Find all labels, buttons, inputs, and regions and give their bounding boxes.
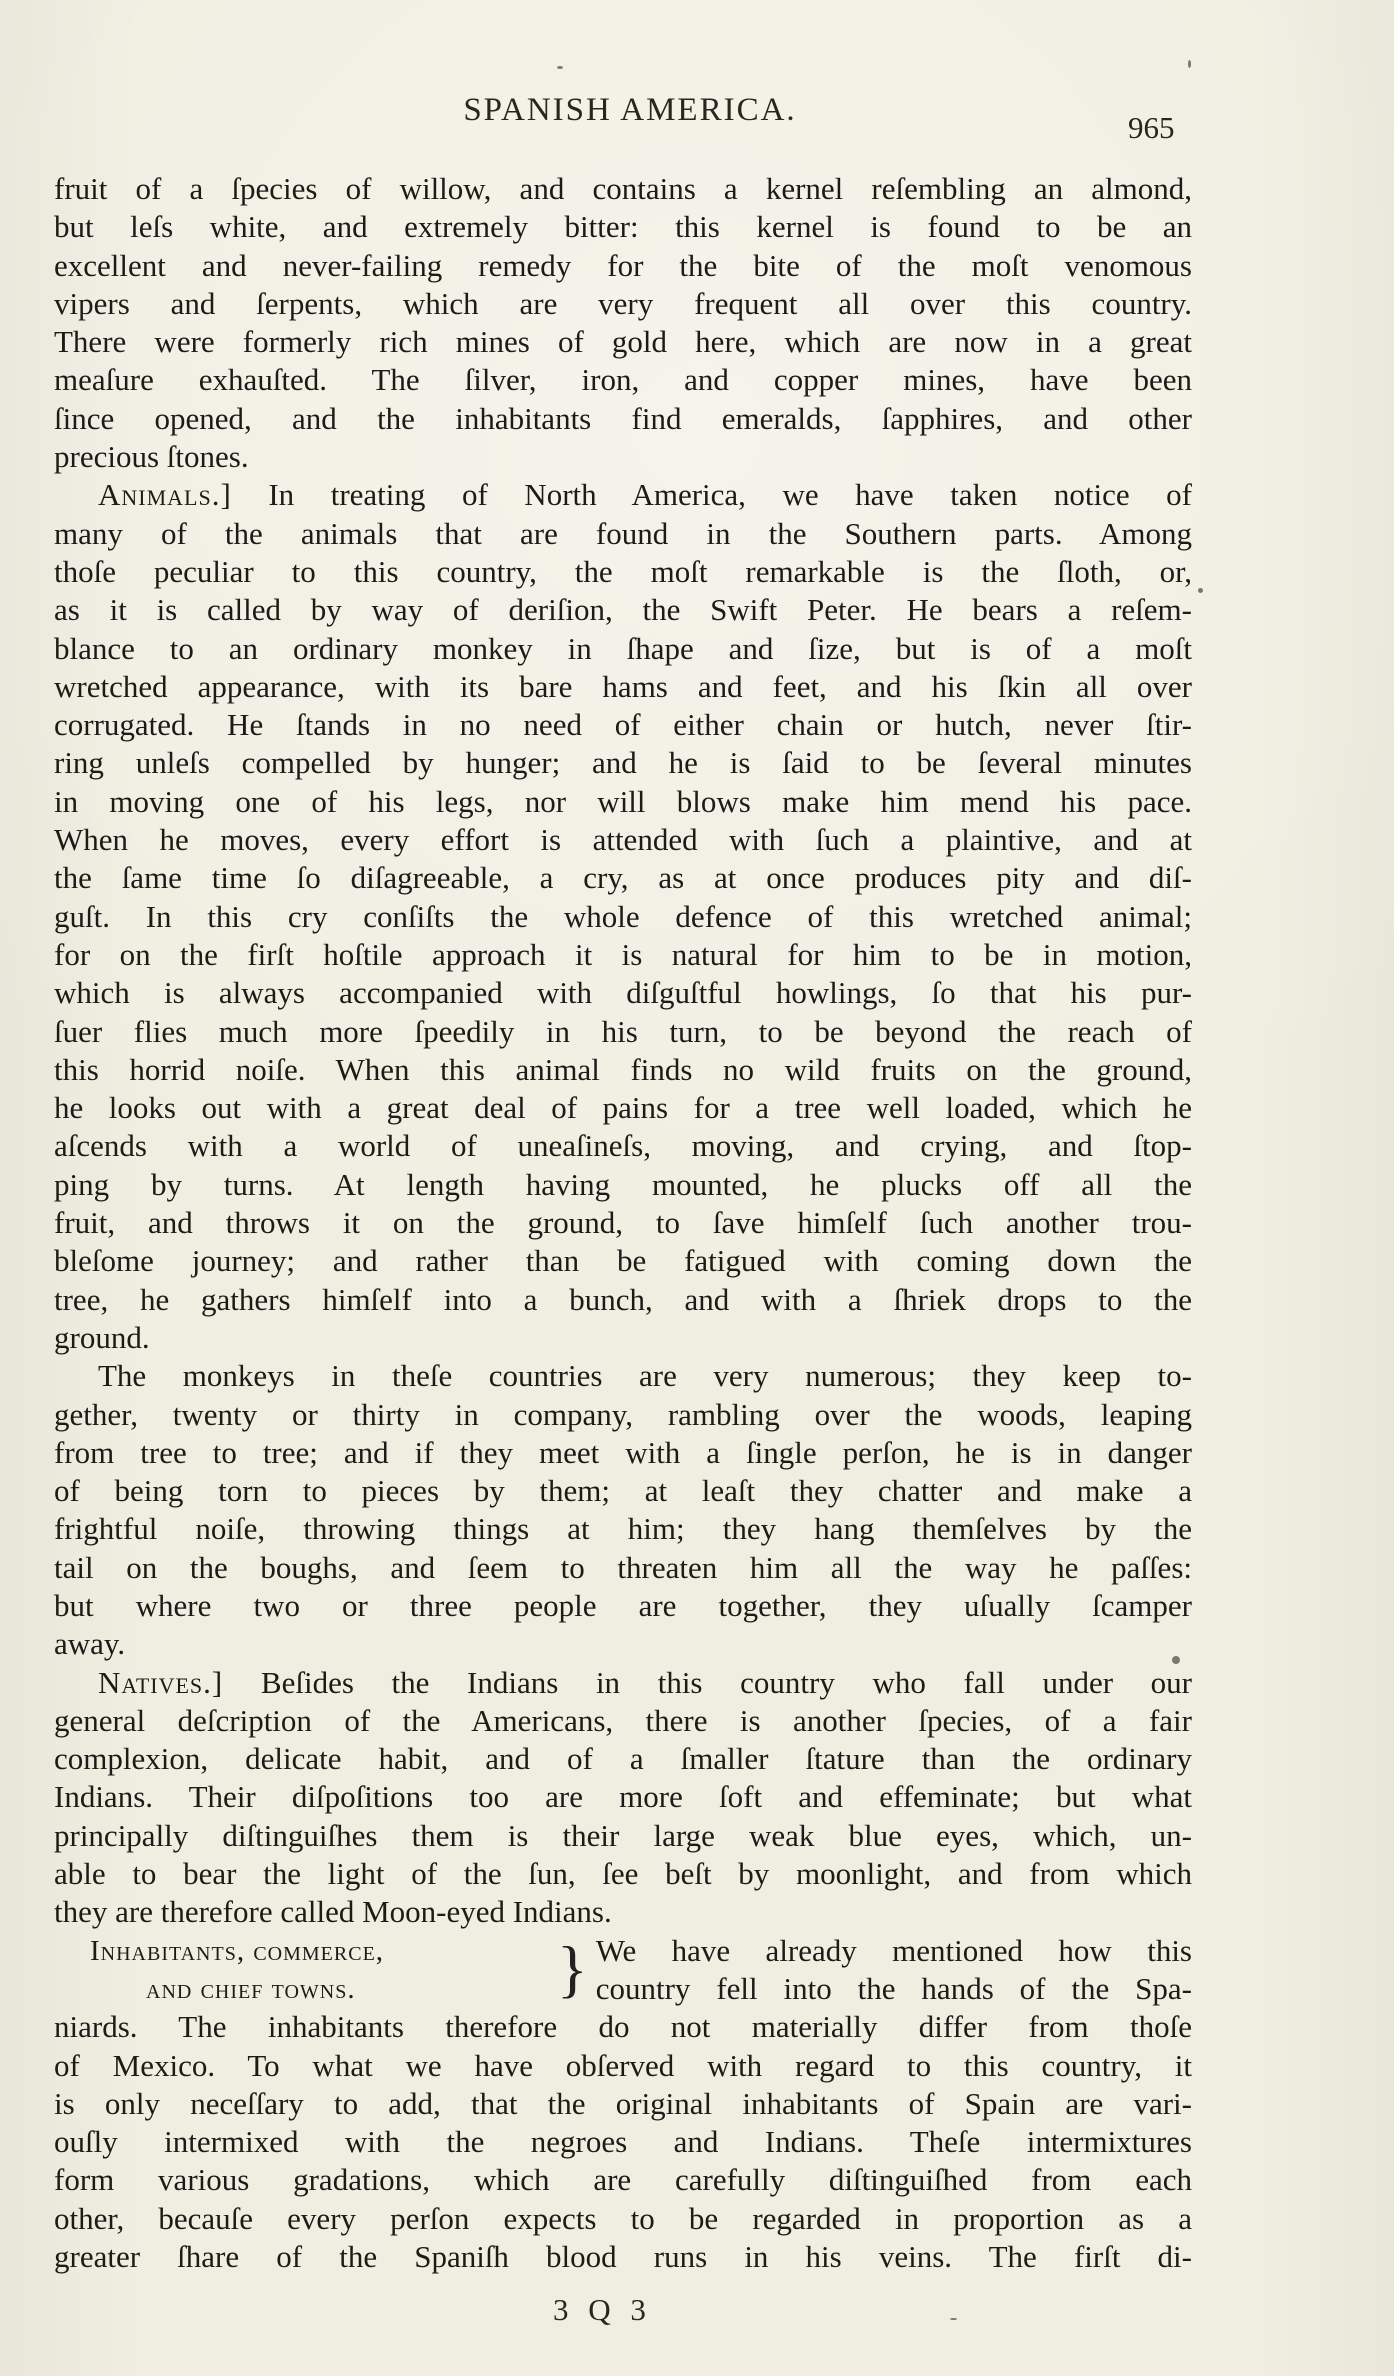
text-line: precious ſtones. bbox=[54, 439, 249, 475]
text-line: but leſs white, and extremely bitter: this kernel is found to be an bbox=[54, 209, 1192, 245]
text-line: of Mexico. To what we have obſerved with regard to this country, it bbox=[54, 2047, 1192, 2083]
natives-heading: Natives.] bbox=[98, 1664, 224, 1700]
inhabitants-heading bbox=[54, 1932, 549, 2009]
opening-paragraph bbox=[54, 170, 1192, 476]
animals-first-line bbox=[54, 476, 1192, 514]
text-line: fruit of a ſpecies of willow, and contains a kernel reſembling an almond, bbox=[54, 171, 1192, 206]
ink-speck bbox=[950, 2318, 957, 2320]
text-line: thoſe peculiar to this country, the moſt remarkable is the ſloth, or, bbox=[54, 553, 1192, 589]
text-line: of being torn to pieces by them; at leaſt they chatter and make a bbox=[54, 1473, 1192, 1509]
text-line: Indians. Their diſpoſitions too are more ſoft and effeminate; but what bbox=[54, 1779, 1192, 1815]
signature-mark: 3 Q 3 bbox=[553, 2292, 652, 2327]
text-line: which is always accompanied with diſguſtful howlings, ſo that his pur- bbox=[54, 975, 1192, 1011]
text-line: ping by turns. At length having mounted, he plucks off all the bbox=[54, 1166, 1192, 1202]
text-line: When he moves, every effort is attended with ſuch a plaintive, and at bbox=[54, 822, 1192, 858]
text-line: excellent and never-failing remedy for the bite of the moſt venomous bbox=[54, 247, 1192, 283]
text-line: niards. The inhabitants therefore do not materially differ from thoſe bbox=[54, 2009, 1192, 2045]
ink-speck bbox=[1188, 60, 1191, 68]
text-line: as it is called by way of deriſion, the Swift Peter. He bears a reſem- bbox=[54, 592, 1192, 628]
ink-speck bbox=[1198, 588, 1203, 593]
natives-paragraph bbox=[54, 1664, 1192, 1932]
text-line: ſince opened, and the inhabitants find emeralds, ſapphires, and other bbox=[54, 400, 1192, 436]
animals-paragraph bbox=[54, 476, 1192, 1357]
inhabitants-heading-line-2: and chief towns. bbox=[146, 1972, 356, 2005]
text-line: The monkeys in theſe countries are very numerous; they keep to- bbox=[98, 1358, 1192, 1394]
text-line: he looks out with a great deal of pains for a tree well loaded, which he bbox=[54, 1090, 1192, 1126]
text-line: ground. bbox=[54, 1319, 150, 1355]
text-line: tail on the boughs, and ſeem to threaten him all the way he paſſes: bbox=[54, 1549, 1192, 1585]
text-line: they are therefore called Moon-eyed Indians. bbox=[54, 1894, 612, 1930]
text-line: many of the animals that are found in the Southern parts. Among bbox=[54, 515, 1192, 551]
text-line: In treating of North America, we have taken notice of bbox=[268, 477, 1192, 513]
text-line: country fell into the hands of the Spa- bbox=[595, 1970, 1192, 2006]
text-line: Beſides the Indians in this country who fall under our bbox=[260, 1664, 1193, 1700]
text-line: guſt. In this cry conſiſts the whole defence of this wretched animal; bbox=[54, 898, 1192, 934]
text-line: away. bbox=[54, 1626, 126, 1662]
text-line: from tree to tree; and if they meet with a ſingle perſon, he is in danger bbox=[54, 1434, 1192, 1470]
text-line: able to bear the light of the ſun, ſee beſt by moonlight, and from which bbox=[54, 1856, 1192, 1892]
inhabitants-heading-line-1: Inhabitants, commerce, bbox=[90, 1934, 385, 1967]
ink-speck bbox=[1172, 1656, 1180, 1664]
page-number: 965 bbox=[1128, 110, 1175, 145]
text-line: aſcends with a world of uneaſineſs, moving, and crying, and ſtop- bbox=[54, 1128, 1192, 1164]
text-line: ring unleſs compelled by hunger; and he is ſaid to be ſeveral minutes bbox=[54, 745, 1192, 781]
text-line: in moving one of his legs, nor will blows make him mend his pace. bbox=[54, 783, 1192, 819]
text-line: but where two or three people are together, they uſually ſcamper bbox=[54, 1587, 1192, 1623]
main-text bbox=[54, 170, 1192, 2276]
text-line: fruit, and throws it on the ground, to ſave himſelf ſuch another trou- bbox=[54, 1205, 1192, 1241]
text-line: frightful noiſe, throwing things at him; they hang themſelves by the bbox=[54, 1511, 1192, 1547]
text-line: complexion, delicate habit, and of a ſmaller ſtature than the ordinary bbox=[54, 1741, 1192, 1777]
ink-speck bbox=[557, 66, 563, 69]
brace-icon: } bbox=[557, 1932, 588, 2004]
natives-first-line bbox=[54, 1664, 1192, 1702]
text-line: this horrid noiſe. When this animal finds no wild fruits on the ground, bbox=[54, 1051, 1192, 1087]
text-line: is only neceſſary to add, that the original inhabitants of Spain are vari- bbox=[54, 2085, 1192, 2121]
inhabitants-heading-row bbox=[54, 1932, 1192, 2009]
text-line: We have already mentioned how this bbox=[595, 1932, 1192, 1968]
text-line: for on the firſt hoſtile approach it is natural for him to be in motion, bbox=[54, 936, 1192, 972]
text-line: general deſcription of the Americans, there is another ſpecies, of a fair bbox=[54, 1702, 1192, 1738]
text-line: blance to an ordinary monkey in ſhape and ſize, but is of a moſt bbox=[54, 630, 1192, 666]
animals-heading: Animals.] bbox=[98, 477, 232, 513]
text-line: greater ſhare of the Spaniſh blood runs in his veins. The firſt di- bbox=[54, 2239, 1192, 2275]
inhabitants-side-text bbox=[596, 1932, 1192, 2009]
text-line: corrugated. He ſtands in no need of either chain or hutch, never ſtir- bbox=[54, 707, 1192, 743]
text-line: principally diſtinguiſhes them is their large weak blue eyes, which, un- bbox=[54, 1817, 1192, 1853]
text-line: There were formerly rich mines of gold here, which are now in a great bbox=[54, 324, 1192, 360]
text-line: tree, he gathers himſelf into a bunch, and with a ſhriek drops to the bbox=[54, 1281, 1192, 1317]
text-line: meaſure exhauſted. The ſilver, iron, and copper mines, have been bbox=[54, 362, 1192, 398]
text-line: the ſame time ſo diſagreeable, a cry, as at once produces pity and diſ- bbox=[54, 860, 1192, 896]
text-line: form various gradations, which are carefully diſtinguiſhed from each bbox=[54, 2162, 1192, 2198]
text-line: ouſly intermixed with the negroes and Indians. Theſe intermixtures bbox=[54, 2124, 1192, 2160]
running-head: SPANISH AMERICA. bbox=[463, 92, 797, 128]
text-line: vipers and ſerpents, which are very frequent all over this country. bbox=[54, 285, 1192, 321]
monkeys-paragraph bbox=[54, 1357, 1192, 1663]
text-line: wretched appearance, with its bare hams and feet, and his ſkin all over bbox=[54, 668, 1192, 704]
inhabitants-paragraph bbox=[54, 1932, 1192, 2277]
text-line: bleſome journey; and rather than be fatigued with coming down the bbox=[54, 1243, 1192, 1279]
text-line: gether, twenty or thirty in company, rambling over the woods, leaping bbox=[54, 1396, 1192, 1432]
text-line: other, becauſe every perſon expects to be regarded in proportion as a bbox=[54, 2200, 1192, 2236]
text-line: ſuer flies much more ſpeedily in his turn, to be beyond the reach of bbox=[54, 1013, 1192, 1049]
